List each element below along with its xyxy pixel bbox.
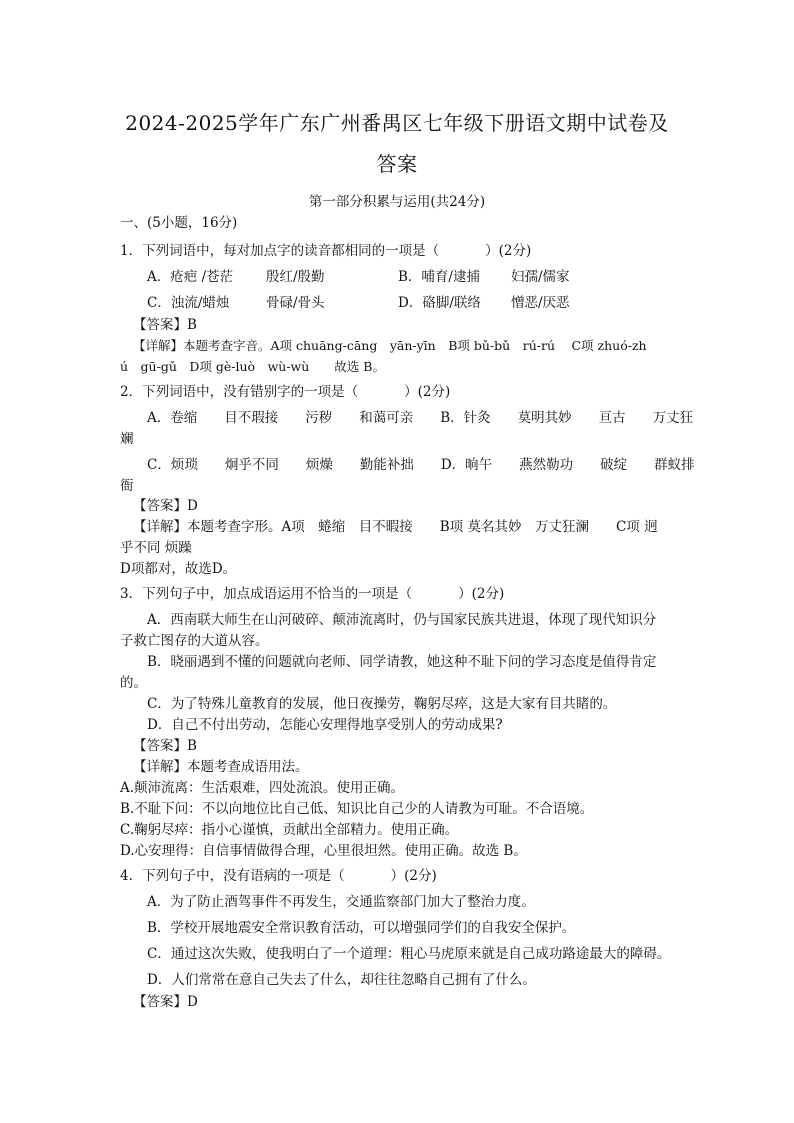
q3-detail-a: A.颠沛流离：生活艰难，四处流浪。使用正确。 xyxy=(120,780,405,796)
q3-detail-b: B.不耻下问：不以向地位比自己低、知识比自己少的人请教为可耻。不合语境。 xyxy=(120,801,594,817)
document-title-line2: 答案 xyxy=(376,152,418,176)
q4-stem-score: ）(2分) xyxy=(390,868,437,884)
q2-options-ab-line1: A．卷缩 目不瑕接 污秽 和蔼可亲 B．针灸 莫明其妙 亘古 万丈狂 xyxy=(147,410,694,426)
q1-detail-line2: ú gū-gǔ D项 gè-luò wù-wù 故选 B。 xyxy=(120,359,385,374)
q2-stem-text: 2．下列词语中，没有错别字的一项是（ xyxy=(120,384,359,400)
q1-option-a-left: A．疮疤 /苍茫 xyxy=(147,269,234,285)
q3-option-a-line2: 子救亡图存的大道从容。 xyxy=(120,633,269,649)
q2-stem xyxy=(120,383,450,401)
q2-detail-line2: 乎不同 烦躁 xyxy=(120,540,192,556)
q4-option-c: C．通过这次失败，使我明白了一个道理：粗心马虎原来就是自己成功路途最大的障碍。 xyxy=(147,946,671,962)
section1-heading: 一、(5小题，16分) xyxy=(120,215,238,231)
q2-stem-score: ）(2分) xyxy=(404,384,451,400)
q1-stem-score: ）(2分) xyxy=(485,243,532,259)
q2-answer: 【答案】D xyxy=(133,498,198,514)
q3-stem-text: 3．下列句子中，加点成语运用不恰当的一项是（ xyxy=(120,586,413,602)
part1-heading: 第一部分积累与运用(共24分) xyxy=(308,194,486,210)
q1-option-d-left: D．硌脚/联络 xyxy=(398,295,481,311)
q2-options-cd-line1: C．烦琐 炯乎不同 烦燥 勤能补拙 D．晌午 燕然勒功 破绽 群蚁排 xyxy=(147,457,695,473)
q2-options-cd-line2: 衙 xyxy=(120,478,134,494)
q1-option-b-left: B．哺育/逮捕 xyxy=(398,269,480,285)
q4-option-d: D．人们常常在意自己失去了什么，却往往忽略自己拥有了什么。 xyxy=(147,972,536,988)
q4-option-a: A．为了防止酒驾事件不再发生，交通监察部门加大了整治力度。 xyxy=(147,894,535,910)
q2-detail-line1: 【详解】本题考查字形。A项 蜷缩 目不暇接 B项 莫名其妙 万丈狂澜 C项 迥 xyxy=(133,519,658,535)
q3-option-b-line1: B．晓丽遇到不懂的问题就向老师、同学请教，她这种不耻下问的学习态度是值得肯定 xyxy=(147,654,657,670)
q2-options-ab-line2: 斓 xyxy=(120,431,134,447)
q3-detail-d: D.心安理得：自信事情做得合理，心里很坦然。使用正确。故选 B。 xyxy=(120,843,527,859)
q3-detail-c: C.鞠躬尽瘁：指小心谨慎，贡献出全部精力。使用正确。 xyxy=(120,822,459,838)
q2-detail-line3: D项都对，故选D。 xyxy=(120,561,237,577)
q1-detail-line1: 【详解】本题考查字音。A项 chuāng-cāng yān-yīn B项 bǔ-bǔ rú-rú C项 zhuó-zh xyxy=(133,338,647,353)
q1-option-c-right: 骨碌/骨头 xyxy=(266,295,325,311)
q3-detail-head: 【详解】本题考查成语用法。 xyxy=(133,759,309,775)
q4-stem xyxy=(120,867,437,885)
q1-option-a-right: 殷红/殷勤 xyxy=(266,269,325,285)
document-title-line1: 2024-2025学年广东广州番禺区七年级下册语文期中试卷及 xyxy=(125,111,669,135)
q4-answer: 【答案】D xyxy=(133,994,198,1010)
q3-option-a-line1: A．西南联大师生在山河破碎、颠沛流离时，仍与国家民族共进退，体现了现代知识分 xyxy=(147,612,657,628)
q3-option-c: C．为了特殊儿童教育的发展，他日夜操劳，鞠躬尽瘁，这是大家有目共睹的。 xyxy=(147,696,617,712)
q3-option-d: D．自己不付出劳动，怎能心安理得地享受别人的劳动成果? xyxy=(147,717,503,733)
q1-option-d-right: 憎恶/厌恶 xyxy=(511,295,570,311)
q1-option-b-right: 妇孺/儒家 xyxy=(511,269,570,285)
q3-stem-score: ）(2分) xyxy=(458,586,505,602)
q3-option-b-line2: 的。 xyxy=(120,675,147,691)
q3-stem xyxy=(120,585,504,603)
q1-stem xyxy=(120,242,531,260)
q4-option-b: B．学校开展地震安全常识教育活动，可以增强同学们的自我安全保护。 xyxy=(147,920,576,936)
q3-answer: 【答案】B xyxy=(133,738,197,754)
q4-stem-text: 4．下列句子中，没有语病的一项是（ xyxy=(120,868,345,884)
q1-option-c-left: C．浊流/蜡烛 xyxy=(147,295,230,311)
q1-answer: 【答案】B xyxy=(133,317,197,333)
q1-stem-text: 1．下列词语中，每对加点字的读音都相同的一项是（ xyxy=(120,243,440,259)
